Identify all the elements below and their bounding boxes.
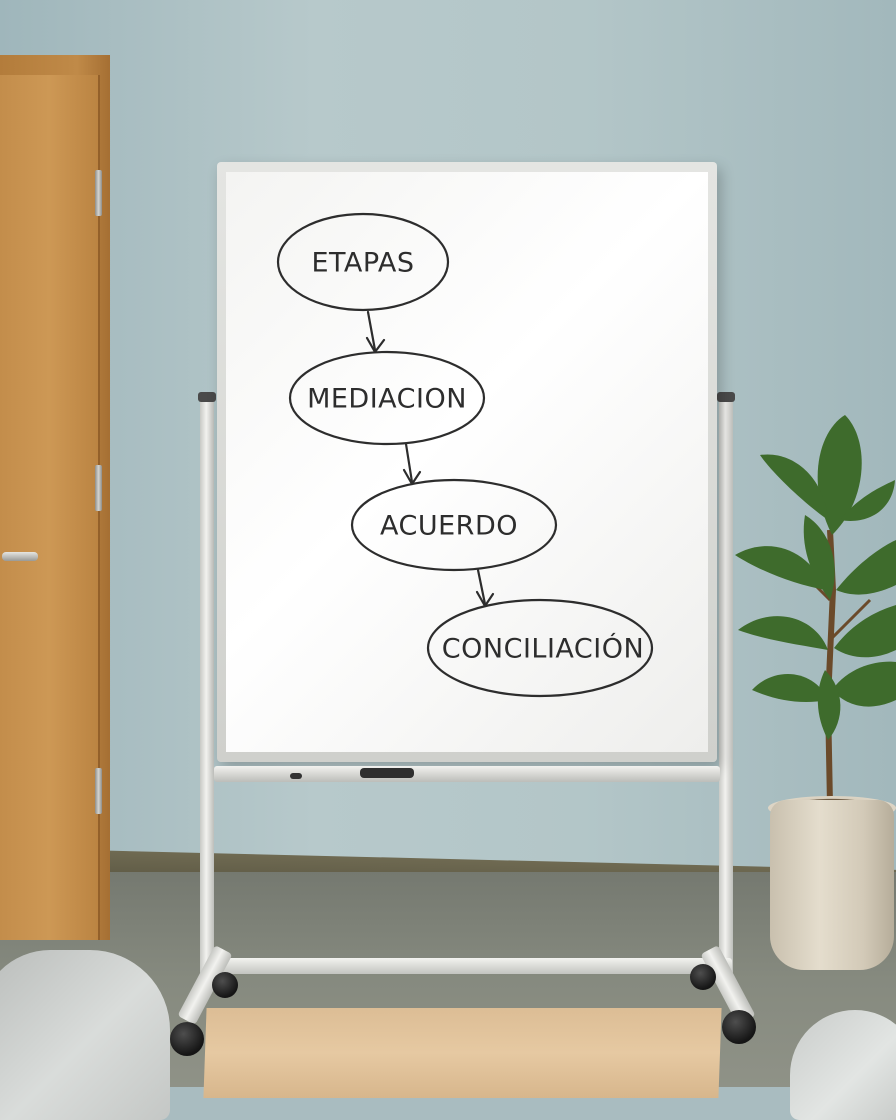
arrow-1 [367, 312, 384, 352]
node-etapas: ETAPAS [311, 247, 415, 279]
chair-left [0, 950, 170, 1120]
leaf-low-left [738, 616, 828, 650]
plant-pot [770, 800, 894, 970]
leaf-lowest [818, 670, 841, 740]
plant [735, 415, 896, 805]
leaf-mid-right [836, 540, 896, 595]
leaf-upper-left [760, 454, 828, 520]
table [203, 1008, 721, 1098]
node-mediacion: MEDIACION [307, 383, 467, 415]
node-conciliacion: CONCILIACIÓN [441, 633, 645, 665]
leaf-bottom-right [832, 662, 896, 707]
leaf-bottom-left [752, 674, 828, 702]
node-acuerdo: ACUERDO [380, 510, 518, 542]
arrow-2 [404, 444, 420, 484]
arrow-3 [477, 570, 493, 606]
leaf-low-right [834, 605, 896, 657]
